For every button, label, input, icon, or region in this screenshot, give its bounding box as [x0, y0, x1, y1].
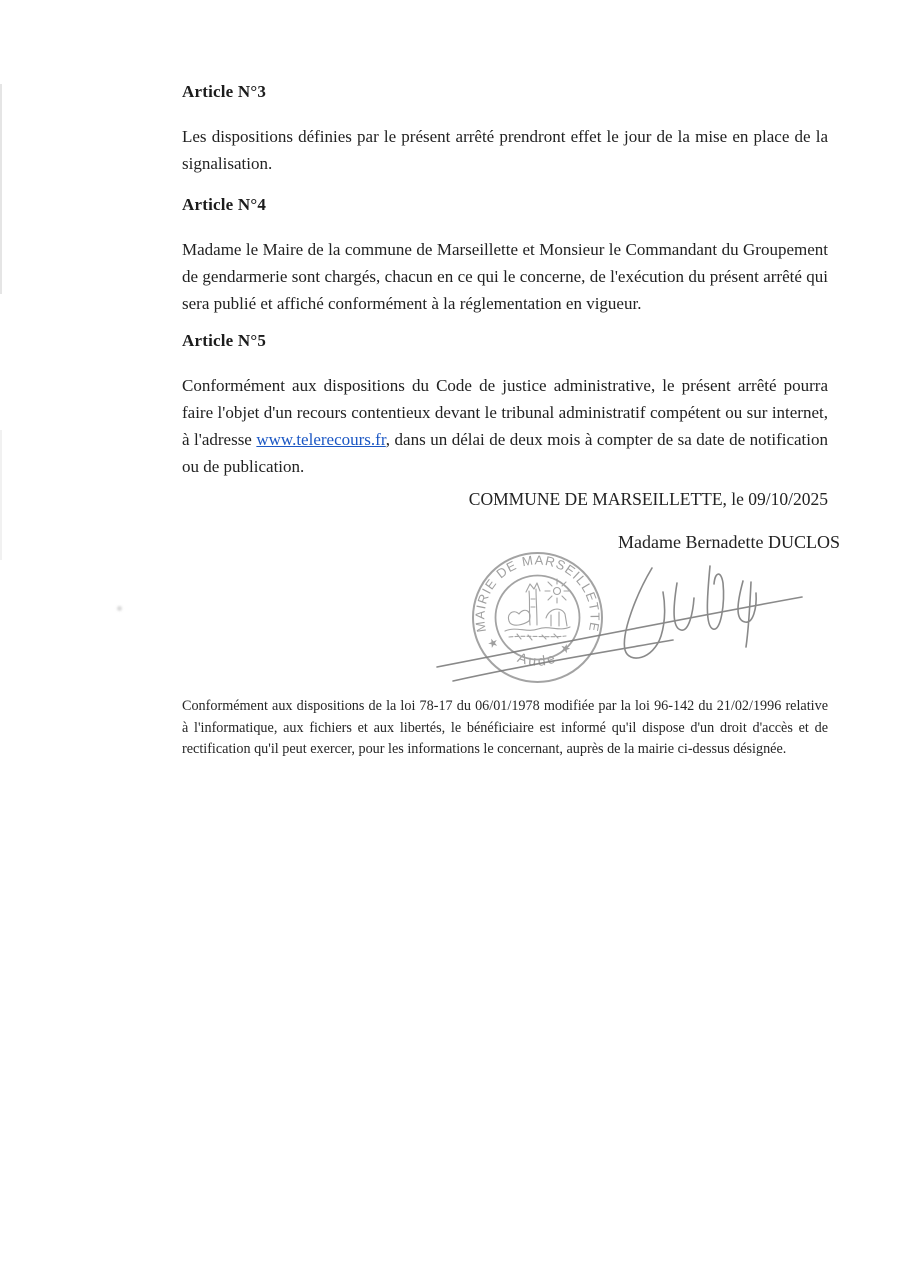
mairie-stamp [453, 535, 623, 705]
signatory-name: Madame Bernadette DUCLOS [618, 532, 840, 552]
scan-artifact [0, 430, 2, 560]
stamp-department-text: Aude [515, 648, 560, 669]
article-4-body: Madame le Maire de la commune de Marseillette et Monsieur le Commandant du Groupement de gendarmerie sont chargés, chacun en ce qui le concerne, de l'exécution du présent arrêté qui sera publié et affiché conformément à la réglementation en vigueur. [182, 240, 828, 313]
scan-artifact [0, 84, 2, 294]
place-date-line: COMMUNE DE MARSEILLETTE, le 09/10/2025 [468, 489, 828, 509]
telerecours-link[interactable]: www.telerecours.fr [256, 430, 386, 449]
star-icon: ★ [558, 640, 573, 657]
signature [425, 548, 825, 693]
article-5-heading: Article N°5 [182, 331, 267, 350]
star-icon: ★ [485, 634, 501, 652]
article-3-heading: Article N°3 [182, 82, 267, 101]
article-5-text-after-link: , dans un délai de deux mois à compter de sa date de notification ou de publication. [182, 430, 828, 476]
article-5-body [182, 372, 828, 480]
stamp-emblem [505, 579, 570, 640]
stamp-inner-ring [496, 576, 580, 660]
stamp-ring-text: MAIRIE DE MARSEILLETTE [472, 552, 603, 634]
article-4-heading: Article N°4 [182, 195, 267, 214]
stamp-outer-ring [473, 553, 602, 682]
signature-strokes [437, 566, 802, 681]
article-5-text-before-link: Conformément aux dispositions du Code de justice administrative, le présent arrêté pourra faire l'objet d'un recours contentieux devant le tribunal administratif compétent ou sur internet, à l'adresse [182, 376, 828, 449]
scan-artifact [117, 606, 122, 611]
legal-footer-notice: Conformément aux dispositions de la loi 78-17 du 06/01/1978 modifiée par la loi 96-142 du 21/02/1996 relative à l'informatique, aux fichiers et aux libertés, le bénéficiaire est informé qu'il dispose d'un droit d'accès et de rectification qu'il peut exercer, pour les informations le concernant, auprès de la mairie ci-dessus désignée. [182, 698, 828, 758]
article-3-body: Les dispositions définies par le présent arrêté prendront effet le jour de la mise en place de la signalisation. [182, 127, 828, 173]
